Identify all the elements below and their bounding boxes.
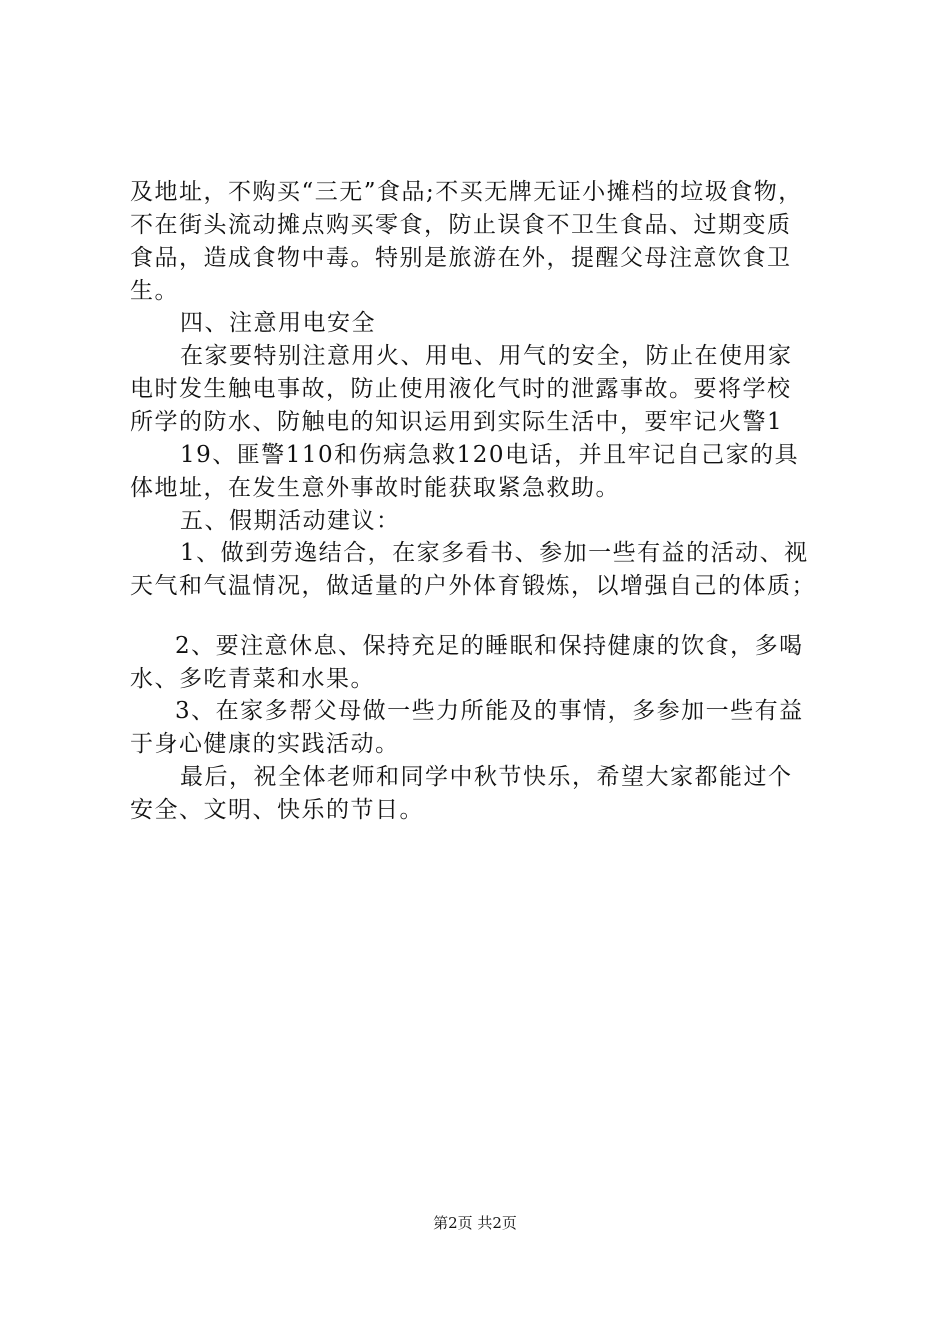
text-line: 所学的防水、防触电的知识运用到实际生活中，要牢记火警1	[130, 409, 784, 435]
text-line: 不在街头流动摊点购买零食，防止误食不卫生食品、过期变质	[130, 212, 792, 238]
text-line: 于身心健康的实践活动。	[130, 731, 400, 757]
text-line: 在家要特别注意用火、用电、用气的安全，防止在使用家	[180, 343, 793, 369]
text-line: 最后，祝全体老师和同学中秋节快乐，希望大家都能过个	[180, 764, 793, 790]
text-line: 1、做到劳逸结合，在家多看书、参加一些有益的活动、视	[180, 540, 809, 566]
text-line: 安全、文明、快乐的节日。	[130, 797, 424, 823]
text-line: 电时发生触电事故，防止使用液化气时的泄露事故。要将学校	[130, 376, 792, 402]
text-line: 生。	[130, 278, 179, 304]
section-heading-electric-safety: 四、注意用电安全	[180, 310, 376, 336]
text-line: 食品，造成食物中毒。特别是旅游在外，提醒父母注意饮食卫	[130, 245, 792, 271]
text-line: 体地址，在发生意外事故时能获取紧急救助。	[130, 475, 620, 501]
text-line: 天气和气温情况，做适量的户外体育锻炼，以增强自己的体质；	[130, 573, 816, 599]
page-number: 第2页 共2页	[433, 1214, 517, 1232]
text-line: 3、在家多帮父母做一些力所能及的事情，多参加一些有益	[175, 698, 804, 724]
text-line: 及地址，不购买“三无”食品;不买无牌无证小摊档的垃圾食物，	[130, 179, 803, 205]
text-line: 19、匪警110和伤病急救120电话，并且牢记自己家的具	[180, 442, 800, 468]
section-heading-holiday-activities: 五、假期活动建议：	[180, 508, 401, 534]
text-line: 水、多吃青菜和水果。	[130, 666, 375, 692]
text-line: 2、要注意休息、保持充足的睡眠和保持健康的饮食，多喝	[175, 633, 804, 659]
